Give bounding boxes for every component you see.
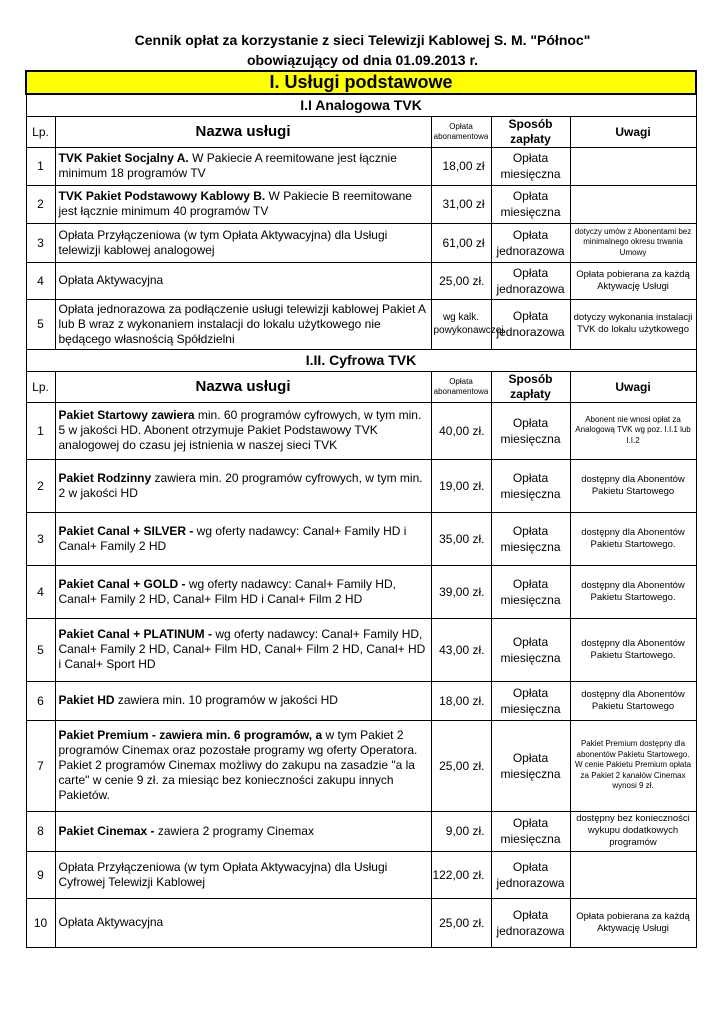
service-fee: 9,00 zł. — [431, 811, 491, 851]
payment-method: Opłata jednorazowa — [491, 223, 570, 262]
service-name — [55, 681, 431, 720]
service-fee: 43,00 zł. — [431, 618, 491, 681]
column-name: Nazwa usługi — [55, 371, 431, 402]
payment-method: Opłata jednorazowa — [491, 851, 570, 898]
service-fee: 25,00 zł. — [431, 898, 491, 947]
payment-method: Opłata miesięczna — [491, 147, 570, 185]
digital-subtitle-row — [26, 349, 696, 371]
service-name-bold: Pakiet Rodzinny — [58, 470, 152, 485]
analog-subtitle-row — [26, 94, 696, 116]
service-note: dostępny dla Abonentów Pakietu Startowego. — [570, 565, 696, 618]
payment-method: Opłata miesięczna — [491, 565, 570, 618]
table-row — [26, 811, 696, 851]
row-number: 3 — [26, 512, 55, 565]
service-name — [55, 898, 431, 947]
column-fee: Opłata abonamentowa — [431, 371, 491, 402]
service-fee: 31,00 zł — [431, 185, 491, 223]
service-note: dostępny dla Abonentów Pakietu Startowego — [570, 459, 696, 512]
service-fee: 39,00 zł. — [431, 565, 491, 618]
table-row — [26, 512, 696, 565]
service-note: dostępny dla Abonentów Pakietu Startowego. — [570, 618, 696, 681]
service-fee: 25,00 zł. — [431, 262, 491, 299]
service-fee: 61,00 zł — [431, 223, 491, 262]
service-name — [55, 720, 431, 811]
row-number: 7 — [26, 720, 55, 811]
analog-subtitle: I.I Analogowa TVK — [26, 94, 696, 116]
payment-method: Opłata jednorazowa — [491, 262, 570, 299]
payment-method: Opłata miesięczna — [491, 618, 570, 681]
price-table — [25, 70, 697, 948]
service-fee: 19,00 zł. — [431, 459, 491, 512]
table-row — [26, 223, 696, 262]
service-note — [570, 185, 696, 223]
column-lp: Lp. — [26, 371, 55, 402]
column-header-row — [26, 116, 696, 147]
service-name-text: Opłata Przyłączeniowa (w tym Opłata Aktywacyjna) dla Usługi telewizji kablowej analogowej — [58, 227, 388, 257]
service-fee: 18,00 zł. — [431, 681, 491, 720]
table-row — [26, 681, 696, 720]
service-name-bold: Pakiet HD — [58, 693, 115, 707]
service-name — [55, 185, 431, 223]
service-name-text: zawiera min. 20 programów cyfrowych, w tym min. 2 w jakości HD — [58, 470, 423, 500]
service-name — [55, 147, 431, 185]
table-row — [26, 618, 696, 681]
service-name-text: Opłata Aktywacyjna — [58, 915, 164, 929]
row-number: 3 — [26, 223, 55, 262]
price-list — [25, 70, 695, 983]
service-name-text: Opłata Przyłączeniowa (w tym Opłata Aktywacyjna) dla Usługi Cyfrowej Telewizji Kablowej — [58, 859, 388, 889]
service-note: dostępny dla Abonentów Pakietu Startowego. — [570, 512, 696, 565]
payment-method: Opłata miesięczna — [491, 512, 570, 565]
service-name — [55, 851, 431, 898]
payment-method: Opłata miesięczna — [491, 402, 570, 459]
table-row — [26, 720, 696, 811]
service-note: Abonent nie wnosi opłat za Analogową TVK wg poz. I.I.1 lub I.I.2 — [570, 402, 696, 459]
payment-method: Opłata jednorazowa — [491, 299, 570, 349]
service-note: Opłata pobierana za każdą Aktywację Usługi — [570, 898, 696, 947]
service-name-bold: Pakiet Premium - zawiera min. 6 programów, a — [58, 728, 323, 742]
service-name-text: min. 60 programów cyfrowych, w tym min. 5 w jakości HD. Abonent otrzymuje Pakiet Podstawowy TVK analogowej do czasu jej istnienia w naszej sieci TVK — [58, 408, 422, 452]
service-name — [55, 618, 431, 681]
service-name-text: wg oferty nadawcy: Canal+ Family HD i Canal+ Family 2 HD — [58, 523, 407, 553]
service-note: Opłata pobierana za każdą Aktywację Usługi — [570, 262, 696, 299]
column-notes: Uwagi — [570, 116, 696, 147]
payment-method: Opłata jednorazowa — [491, 898, 570, 947]
service-name-text: wg oferty nadawcy: Canal+ Family HD, Canal+ Family 2 HD, Canal+ Film HD i Canal+ Film 2 HD — [58, 576, 396, 606]
service-name-bold: Pakiet Canal + GOLD - — [58, 576, 186, 591]
service-name — [55, 262, 431, 299]
table-row — [26, 851, 696, 898]
service-note: dotyczy umów z Abonentami bez minimalnego okresu trwania Umowy — [570, 223, 696, 262]
service-name — [55, 223, 431, 262]
service-name-bold: Pakiet Canal + PLATINUM - — [58, 627, 212, 641]
service-name-text: w tym Pakiet 2 programów Cinemax oraz pozostałe programy wg oferty Operatora. Pakiet 2 programów Cinemax możliwy do zakupu na zasadzie "a la carte" w cenie 9 zł. za miesiąc bez konieczności zakupu innych Pakietów. — [58, 728, 418, 802]
row-number: 1 — [26, 147, 55, 185]
column-lp: Lp. — [26, 116, 55, 147]
service-name-text: zawiera 2 programy Cinemax — [154, 823, 314, 838]
table-row — [26, 402, 696, 459]
table-row — [26, 459, 696, 512]
service-name-text: Opłata Aktywacyjna — [58, 273, 164, 287]
service-fee: 25,00 zł. — [431, 720, 491, 811]
service-name-text: W Pakiecie B reemitowane jest łącznie minimum 40 programów TV — [58, 189, 412, 218]
service-name — [55, 459, 431, 512]
service-name-text: W Pakiecie A reemitowane jest łącznie minimum 18 programów TV — [58, 151, 397, 180]
service-name-text: Opłata jednorazowa za podłączenie usługi telewizji kablowej Pakiet A lub B wraz z wykonaniem instalacji do lokalu użytkowego nie będącego własnością Spółdzielni — [58, 301, 426, 346]
service-note: Pakiet Premium dostępny dla abonentów Pakietu Startowego. W cenie Pakietu Premium opłata za Pakiet 2 kanałów Cinemax wynosi 9 zł. — [570, 720, 696, 811]
row-number: 5 — [26, 299, 55, 349]
table-row — [26, 299, 696, 349]
column-fee: Opłata abonamentowa — [431, 116, 491, 147]
document-title: Cennik opłat za korzystanie z sieci Telewizji Kablowej S. M. "Północ" — [134, 32, 591, 48]
service-name — [55, 299, 431, 349]
service-fee: 18,00 zł — [431, 147, 491, 185]
row-number: 5 — [26, 618, 55, 681]
row-number: 2 — [26, 459, 55, 512]
service-fee: wg kalk. powykonawczej — [431, 299, 491, 349]
row-number: 4 — [26, 262, 55, 299]
row-number: 2 — [26, 185, 55, 223]
service-note: dostępny bez konieczności wykupu dodatkowych programów — [570, 811, 696, 851]
service-name — [55, 512, 431, 565]
column-name: Nazwa usługi — [55, 116, 431, 147]
row-number: 9 — [26, 851, 55, 898]
service-name-text: zawiera min. 10 programów w jakości HD — [114, 693, 338, 707]
service-name-bold: TVK Pakiet Socjalny A. — [58, 151, 189, 165]
service-note — [570, 851, 696, 898]
service-fee: 122,00 zł. — [431, 851, 491, 898]
table-row — [26, 565, 696, 618]
service-note: dostępny dla Abonentów Pakietu Startowego — [570, 681, 696, 720]
table-row — [26, 147, 696, 185]
service-fee: 35,00 zł. — [431, 512, 491, 565]
payment-method: Opłata miesięczna — [491, 681, 570, 720]
payment-method: Opłata miesięczna — [491, 459, 570, 512]
row-number: 8 — [26, 811, 55, 851]
service-name-bold: Pakiet Cinemax - — [58, 823, 155, 838]
service-fee: 40,00 zł. — [431, 402, 491, 459]
table-row — [26, 898, 696, 947]
column-notes: Uwagi — [570, 371, 696, 402]
document-subtitle: obowiązujący od dnia 01.09.2013 r. — [246, 52, 479, 68]
service-note: dotyczy wykonania instalacji TVK do lokalu użytkowego — [570, 299, 696, 349]
payment-method: Opłata miesięczna — [491, 811, 570, 851]
table-row — [26, 185, 696, 223]
column-payment: Sposób zapłaty — [491, 116, 570, 147]
row-number: 10 — [26, 898, 55, 947]
service-name — [55, 565, 431, 618]
row-number: 4 — [26, 565, 55, 618]
service-name-text: wg oferty nadawcy: Canal+ Family HD, Canal+ Family 2 HD, Canal+ Film HD, Canal+ Film 2 HD, Canal+ HD i Canal+ Sport HD — [58, 627, 426, 671]
row-number: 1 — [26, 402, 55, 459]
service-name — [55, 811, 431, 851]
payment-method: Opłata miesięczna — [491, 720, 570, 811]
row-number: 6 — [26, 681, 55, 720]
service-name — [55, 402, 431, 459]
service-note — [570, 147, 696, 185]
service-name-bold: TVK Pakiet Podstawowy Kablowy B. — [58, 189, 266, 203]
column-header-row — [26, 371, 696, 402]
payment-method: Opłata miesięczna — [491, 185, 570, 223]
digital-subtitle: I.II. Cyfrowa TVK — [26, 349, 696, 371]
table-row — [26, 262, 696, 299]
section-title: I. Usługi podstawowe — [26, 71, 696, 94]
service-name-bold: Pakiet Startowy zawiera — [58, 408, 195, 422]
service-name-bold: Pakiet Canal + SILVER - — [58, 523, 194, 538]
column-payment: Sposób zapłaty — [491, 371, 570, 402]
